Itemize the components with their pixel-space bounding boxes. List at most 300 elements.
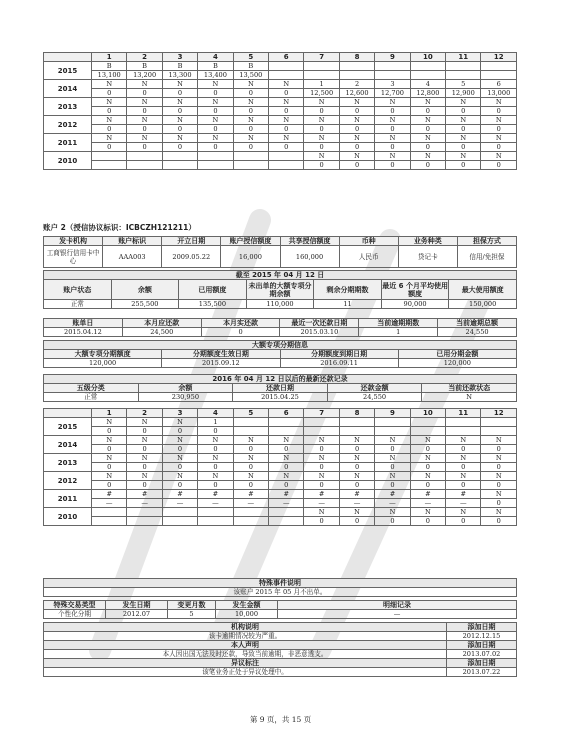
amount-cell: 0 [162, 125, 197, 134]
amount-cell: 0 [162, 107, 197, 116]
value-cell: — [278, 610, 517, 619]
grid-row [44, 80, 517, 89]
status-cell: N [269, 116, 304, 125]
amount-cell: — [162, 499, 197, 508]
amount-cell: 0 [233, 89, 268, 98]
amount-cell [481, 71, 517, 80]
grid-header-row [44, 53, 517, 62]
status-cell: 5 [446, 80, 481, 89]
amount-cell: 0 [304, 481, 339, 490]
special-installment-table [43, 340, 517, 368]
month-header: 7 [304, 53, 339, 62]
status-cell: # [375, 490, 410, 499]
column-header: 当前逾期期数 [359, 319, 438, 328]
amount-cell: 12,900 [446, 89, 481, 98]
status-cell: N [92, 436, 127, 445]
amount-cell: 0 [92, 89, 127, 98]
value-cell: 120,000 [398, 359, 516, 368]
value-cell: 230,950 [138, 393, 233, 402]
status-cell: N [410, 134, 445, 143]
amount-cell: 0 [233, 445, 268, 454]
amount-cell: — [269, 499, 304, 508]
status-cell [269, 62, 304, 71]
amount-cell: 0 [446, 161, 481, 170]
status-cell: N [446, 134, 481, 143]
status-cell [233, 152, 268, 161]
column-header: 还款日期 [233, 384, 328, 393]
amount-cell: 0 [233, 107, 268, 116]
events-text: 该账户 2015 年 05 月不出单。 [44, 588, 517, 597]
status-cell: 1 [304, 80, 339, 89]
grid-row [44, 490, 517, 499]
amount-cell: 0 [269, 107, 304, 116]
amount-cell: — [127, 499, 162, 508]
amount-cell: 0 [481, 517, 517, 526]
year-label: 2012 [44, 472, 92, 490]
amount-cell: 0 [375, 125, 410, 134]
grid-row [44, 499, 517, 508]
column-header: 明细记录 [278, 601, 517, 610]
amount-cell: 0 [339, 481, 374, 490]
status-cell: 1 [198, 418, 233, 427]
amount-cell: 0 [269, 89, 304, 98]
amount-cell: 0 [481, 499, 517, 508]
status-cell [198, 152, 233, 161]
header-row [44, 601, 517, 610]
status-cell: N [269, 454, 304, 463]
amount-cell [127, 517, 162, 526]
value-cell: 个性化分期 [44, 610, 106, 619]
amount-cell: — [198, 499, 233, 508]
grid-row [44, 508, 517, 517]
grid-row [44, 517, 517, 526]
amount-cell: 0 [304, 161, 339, 170]
month-header: 1 [92, 53, 127, 62]
note-text: 该笔业务正处于异议处理中。 [44, 668, 447, 677]
amount-cell: 0 [481, 445, 517, 454]
amount-cell: 0 [198, 481, 233, 490]
status-cell: # [339, 490, 374, 499]
amount-cell: 0 [127, 125, 162, 134]
grid-row [44, 152, 517, 161]
latest-title: 2016 年 04 月 12 日以后的最新还款记录 [44, 375, 517, 384]
value-cell: N [422, 393, 517, 402]
status-cell: N [446, 116, 481, 125]
grid-row [44, 481, 517, 490]
amount-cell: 0 [92, 445, 127, 454]
value-cell: 正常 [44, 393, 139, 402]
status-cell: N [375, 454, 410, 463]
status-cell: # [446, 490, 481, 499]
year-label: 2010 [44, 152, 92, 170]
amount-cell: 0 [481, 125, 517, 134]
status-cell: N [233, 80, 268, 89]
value-cell: 120,000 [44, 359, 162, 368]
value-cell: AAA003 [103, 246, 162, 268]
amount-cell: 0 [481, 161, 517, 170]
status-cell: N [481, 508, 517, 517]
status-cell: N [198, 80, 233, 89]
status-cell: N [375, 98, 410, 107]
status-cell: N [162, 134, 197, 143]
month-header: 7 [304, 409, 339, 418]
amount-cell: 0 [92, 463, 127, 472]
grid-row [44, 89, 517, 98]
status-cell: N [269, 98, 304, 107]
value-row [44, 328, 517, 337]
month-header: 8 [339, 409, 374, 418]
month-header: 1 [92, 409, 127, 418]
grid-header-row [44, 409, 517, 418]
column-header: 大额专项分期额度 [44, 350, 162, 359]
amount-cell [339, 427, 374, 436]
amount-cell: 0 [446, 517, 481, 526]
amount-cell: 0 [339, 107, 374, 116]
status-cell: N [162, 436, 197, 445]
amount-cell: — [375, 499, 410, 508]
month-header: 10 [410, 409, 445, 418]
column-header: 账户授信额度 [221, 237, 280, 246]
status-cell [162, 152, 197, 161]
amount-cell [339, 71, 374, 80]
amount-cell: 0 [162, 89, 197, 98]
status-cell: N [92, 80, 127, 89]
status-cell: # [233, 490, 268, 499]
amount-cell [233, 427, 268, 436]
status-cell: N [269, 436, 304, 445]
status-cell: N [339, 454, 374, 463]
amount-cell: 0 [233, 125, 268, 134]
value-cell: 255,500 [111, 300, 179, 309]
status-cell: N [162, 116, 197, 125]
amount-cell: 0 [127, 445, 162, 454]
status-cell: N [339, 152, 374, 161]
status-cell [339, 418, 374, 427]
column-header: 发卡机构 [44, 237, 103, 246]
amount-cell [198, 517, 233, 526]
status-cell: N [375, 472, 410, 481]
amount-cell: 0 [269, 463, 304, 472]
amount-cell [233, 517, 268, 526]
amount-cell: 12,800 [410, 89, 445, 98]
status-cell: N [198, 98, 233, 107]
column-header: 剩余分期期数 [314, 280, 382, 300]
status-cell [269, 508, 304, 517]
status-cell: N [446, 98, 481, 107]
status-cell: N [446, 508, 481, 517]
amount-cell: 0 [375, 517, 410, 526]
column-header: 已用分期金额 [398, 350, 516, 359]
status-cell: N [127, 116, 162, 125]
column-header: 变更月数 [168, 601, 216, 610]
status-cell: N [92, 116, 127, 125]
status-cell: N [339, 134, 374, 143]
amount-cell: 0 [375, 445, 410, 454]
amount-cell: 0 [233, 143, 268, 152]
amount-cell: 0 [304, 125, 339, 134]
month-header: 9 [375, 53, 410, 62]
amount-cell: 0 [198, 125, 233, 134]
year-label: 2015 [44, 418, 92, 436]
status-cell: N [304, 152, 339, 161]
status-cell [304, 418, 339, 427]
status-cell: # [162, 490, 197, 499]
column-header: 共享授信额度 [280, 237, 339, 246]
status-cell: N [233, 454, 268, 463]
status-cell: B [92, 62, 127, 71]
amount-cell: 0 [198, 445, 233, 454]
status-cell [269, 418, 304, 427]
value-row [44, 300, 517, 309]
status-cell: B [198, 62, 233, 71]
status-cell: N [198, 436, 233, 445]
special-title: 大额专项分期信息 [44, 341, 517, 350]
grid-row [44, 454, 517, 463]
amount-cell [162, 161, 197, 170]
status-cell: N [481, 134, 517, 143]
status-cell: N [481, 490, 517, 499]
status-cell: N [92, 134, 127, 143]
amount-cell: — [339, 499, 374, 508]
column-header: 最近一次还款日期 [280, 319, 359, 328]
grid-row [44, 427, 517, 436]
column-header: 最近 6 个月平均使用额度 [382, 281, 448, 298]
status-cell: 3 [375, 80, 410, 89]
amount-cell: 0 [92, 481, 127, 490]
amount-cell: 0 [92, 427, 127, 436]
value-cell: 2016.09.11 [280, 359, 398, 368]
amount-cell: 0 [92, 125, 127, 134]
status-cell: N [446, 436, 481, 445]
status-cell: N [127, 80, 162, 89]
amount-cell: — [92, 499, 127, 508]
status-cell: # [304, 490, 339, 499]
status-cell: N [162, 472, 197, 481]
status-cell: N [339, 436, 374, 445]
status-cell: N [198, 134, 233, 143]
column-header: 当前逾期总额 [438, 319, 517, 328]
status-cell: N [304, 116, 339, 125]
month-header: 5 [233, 409, 268, 418]
amount-cell: 12,600 [339, 89, 374, 98]
repayment-grid-account2 [43, 408, 517, 526]
amount-cell: 0 [410, 161, 445, 170]
amount-cell: 0 [339, 161, 374, 170]
status-cell: N [127, 98, 162, 107]
status-cell: N [233, 134, 268, 143]
amount-cell: 0 [375, 161, 410, 170]
status-cell [127, 508, 162, 517]
amount-cell: 0 [446, 107, 481, 116]
grid-corner [44, 409, 92, 418]
amount-cell: 0 [304, 463, 339, 472]
status-cell: N [304, 508, 339, 517]
month-header: 4 [198, 409, 233, 418]
amount-cell: 13,000 [481, 89, 517, 98]
status-cell: N [481, 152, 517, 161]
page-footer: 第 9 页，共 15 页 [249, 715, 312, 724]
status-cell [127, 152, 162, 161]
bill-table [43, 318, 517, 337]
year-label: 2014 [44, 436, 92, 454]
status-cell [304, 62, 339, 71]
column-header: 发生金额 [216, 601, 278, 610]
amount-cell [198, 161, 233, 170]
grid-row [44, 71, 517, 80]
amount-cell: 13,100 [92, 71, 127, 80]
column-header: 余额 [111, 280, 179, 300]
status-cell: B [162, 62, 197, 71]
status-cell: N [375, 508, 410, 517]
month-header: 2 [127, 409, 162, 418]
amount-cell: 0 [162, 143, 197, 152]
amount-cell: 0 [92, 107, 127, 116]
amount-cell: 0 [233, 481, 268, 490]
year-label: 2011 [44, 134, 92, 152]
note-title: 异议标注 [44, 659, 447, 668]
status-cell: N [339, 508, 374, 517]
amount-cell: 0 [269, 481, 304, 490]
note-date-label: 添加日期 [447, 641, 517, 650]
amount-cell: 0 [375, 143, 410, 152]
value-cell: 24,500 [122, 328, 201, 337]
status-cell: N [410, 472, 445, 481]
status-cell [92, 152, 127, 161]
amount-cell: 0 [410, 481, 445, 490]
amount-cell: 0 [410, 463, 445, 472]
amount-cell: 0 [339, 143, 374, 152]
note-date: 2012.12.15 [447, 632, 517, 641]
header-row [44, 384, 517, 393]
status-cell [339, 62, 374, 71]
status-cell: N [162, 418, 197, 427]
grid-row [44, 134, 517, 143]
status-cell: N [410, 508, 445, 517]
month-header: 4 [198, 53, 233, 62]
amount-cell: 0 [375, 481, 410, 490]
notes-table [43, 622, 517, 677]
month-header: 11 [446, 409, 481, 418]
column-header: 还款金额 [327, 384, 422, 393]
status-cell [233, 508, 268, 517]
grid-row [44, 445, 517, 454]
amount-cell: 0 [410, 445, 445, 454]
value-cell: 0 [201, 328, 280, 337]
status-cell: N [375, 436, 410, 445]
year-label: 2014 [44, 80, 92, 98]
status-cell: N [233, 116, 268, 125]
column-header: 本月实还款 [201, 319, 280, 328]
status-cell: N [92, 472, 127, 481]
special-events-table [43, 578, 517, 597]
status-cell: 2 [339, 80, 374, 89]
value-cell: 人民币 [339, 246, 398, 268]
amount-cell [446, 427, 481, 436]
month-header: 2 [127, 53, 162, 62]
column-header: 余额 [138, 384, 233, 393]
amount-cell: 13,400 [198, 71, 233, 80]
amount-cell: 0 [410, 107, 445, 116]
amount-cell: 0 [446, 125, 481, 134]
amount-cell [269, 427, 304, 436]
amount-cell: 0 [127, 463, 162, 472]
status-cell [410, 62, 445, 71]
note-title-row [44, 641, 517, 650]
amount-cell: 0 [198, 107, 233, 116]
amount-cell: 0 [233, 463, 268, 472]
month-header: 8 [339, 53, 374, 62]
grid-row [44, 472, 517, 481]
status-cell: # [92, 490, 127, 499]
status-cell [233, 418, 268, 427]
value-cell: 2015.09.12 [162, 359, 280, 368]
grid-row [44, 161, 517, 170]
amount-cell: 0 [198, 463, 233, 472]
amount-cell: 0 [304, 107, 339, 116]
amount-cell: 0 [162, 463, 197, 472]
special-trade-table [43, 600, 517, 619]
status-cell: N [446, 454, 481, 463]
month-header: 6 [269, 53, 304, 62]
status-cell: 4 [410, 80, 445, 89]
note-value-row [44, 632, 517, 641]
value-cell: 2015.04.25 [233, 393, 328, 402]
status-cell: N [92, 98, 127, 107]
status-cell: N [233, 472, 268, 481]
amount-cell: 0 [481, 463, 517, 472]
amount-cell: 0 [127, 481, 162, 490]
note-date-label: 添加日期 [447, 623, 517, 632]
column-header: 五级分类 [44, 384, 139, 393]
header-row [44, 350, 517, 359]
column-header: 已用额度 [179, 280, 247, 300]
grid-row [44, 107, 517, 116]
amount-cell: 0 [198, 89, 233, 98]
note-text: 该卡逾期情况较为严重。 [44, 632, 447, 641]
value-cell: 正常 [44, 300, 112, 309]
note-title: 本人声明 [44, 641, 447, 650]
column-header: 发生日期 [106, 601, 168, 610]
status-cell: N [304, 98, 339, 107]
amount-cell: 0 [375, 463, 410, 472]
amount-cell: 0 [304, 445, 339, 454]
column-header: 开立日期 [162, 237, 221, 246]
month-header: 3 [162, 409, 197, 418]
status-cell [162, 508, 197, 517]
status-cell: # [198, 490, 233, 499]
status-cell: N [339, 472, 374, 481]
amount-cell [269, 517, 304, 526]
month-header: 12 [481, 53, 517, 62]
status-cell [92, 508, 127, 517]
amount-cell [233, 161, 268, 170]
year-label: 2010 [44, 508, 92, 526]
amount-cell: 0 [375, 107, 410, 116]
grid-row [44, 143, 517, 152]
value-cell: 24,550 [438, 328, 517, 337]
column-header: 未出单的大额专项分期余额 [246, 280, 314, 300]
grid-row [44, 436, 517, 445]
value-cell: 160,000 [280, 246, 339, 268]
amount-cell [446, 71, 481, 80]
column-header: 分期额度生效日期 [162, 350, 280, 359]
status-cell [269, 152, 304, 161]
status-cell [481, 62, 517, 71]
value-cell: 150,000 [449, 300, 517, 309]
amount-cell: 0 [446, 445, 481, 454]
amount-cell [269, 161, 304, 170]
status-cell: N [481, 116, 517, 125]
